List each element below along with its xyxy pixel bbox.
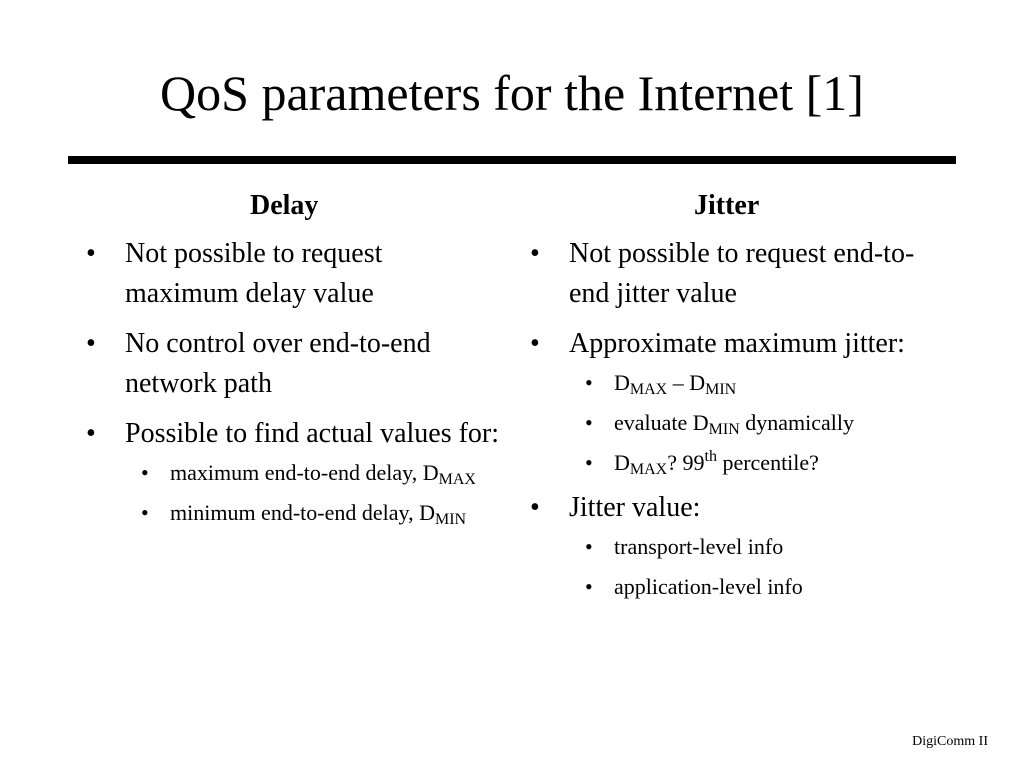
jitter-item-text: Jitter value: (569, 492, 701, 523)
jitter-sub-item (524, 408, 944, 438)
delay-item (80, 234, 500, 314)
bullet-icon: • (86, 418, 96, 449)
jitter-sub-text: transport-level info (614, 534, 784, 559)
jitter-sub-item (524, 572, 944, 602)
bullet-icon: • (530, 238, 540, 269)
jitter-sub-text: dynamically (739, 410, 855, 435)
jitter-item-text: Approximate maximum jitter: (569, 328, 905, 359)
delay-sub-text: maximum end-to-end delay, D (170, 460, 439, 485)
jitter-sub-subscript: MAX (629, 461, 668, 478)
slide-title: QoS parameters for the Internet [1] (160, 65, 864, 121)
delay-item-text: No control over end-to-end network path (125, 328, 431, 399)
jitter-sub-text: percentile? (716, 450, 819, 475)
delay-sublist (125, 458, 500, 528)
bullet-icon: • (141, 460, 149, 485)
bullet-icon: • (530, 492, 540, 523)
jitter-sub-item (524, 532, 944, 562)
jitter-sub-superscript: th (704, 448, 717, 465)
bullet-icon: • (86, 238, 96, 269)
jitter-sub-text: D (614, 450, 630, 475)
delay-sub-item (80, 498, 500, 528)
jitter-sub-text: ? 99 (667, 450, 705, 475)
bullet-icon: • (585, 574, 593, 599)
delay-sub-text: minimum end-to-end delay, D (170, 500, 435, 525)
jitter-sub-text: evaluate D (614, 410, 709, 435)
bullet-icon: • (530, 328, 540, 359)
title-divider (68, 156, 956, 164)
slide-footer: DigiComm II (912, 734, 988, 749)
bullet-icon: • (585, 534, 593, 559)
jitter-sub-subscript: MAX (629, 381, 668, 398)
jitter-sub-item (524, 368, 944, 398)
bullet-icon: • (585, 450, 593, 475)
jitter-sub-text: D (614, 370, 630, 395)
jitter-approx-sublist (569, 368, 944, 478)
jitter-sub-subscript: MIN (705, 381, 737, 398)
delay-heading: Delay (250, 190, 319, 221)
delay-item-text: Not possible to request maximum delay value (125, 238, 383, 309)
bullet-icon: • (86, 328, 96, 359)
delay-column (80, 188, 500, 538)
delay-item (80, 414, 500, 528)
delay-sub-subscript: MIN (434, 511, 467, 528)
delay-list (80, 234, 500, 528)
jitter-sub-item (524, 448, 944, 478)
jitter-item (524, 488, 944, 602)
bullet-icon: • (585, 410, 593, 435)
jitter-sub-subscript: MIN (708, 421, 740, 438)
bullet-icon: • (585, 370, 593, 395)
jitter-item (524, 234, 944, 314)
delay-item (80, 324, 500, 404)
delay-sub-subscript: MAX (438, 471, 476, 488)
jitter-item (524, 324, 944, 478)
jitter-item-text: Not possible to request end-to-end jitter value (569, 238, 915, 309)
delay-sub-item (80, 458, 500, 488)
jitter-value-sublist (569, 532, 944, 602)
bullet-icon: • (141, 500, 149, 525)
jitter-list (524, 234, 944, 602)
jitter-sub-text: – D (667, 370, 706, 395)
jitter-heading: Jitter (694, 190, 760, 221)
jitter-column (524, 188, 944, 612)
jitter-sub-text: application-level info (614, 574, 803, 599)
delay-item-text: Possible to find actual values for: (125, 418, 500, 449)
